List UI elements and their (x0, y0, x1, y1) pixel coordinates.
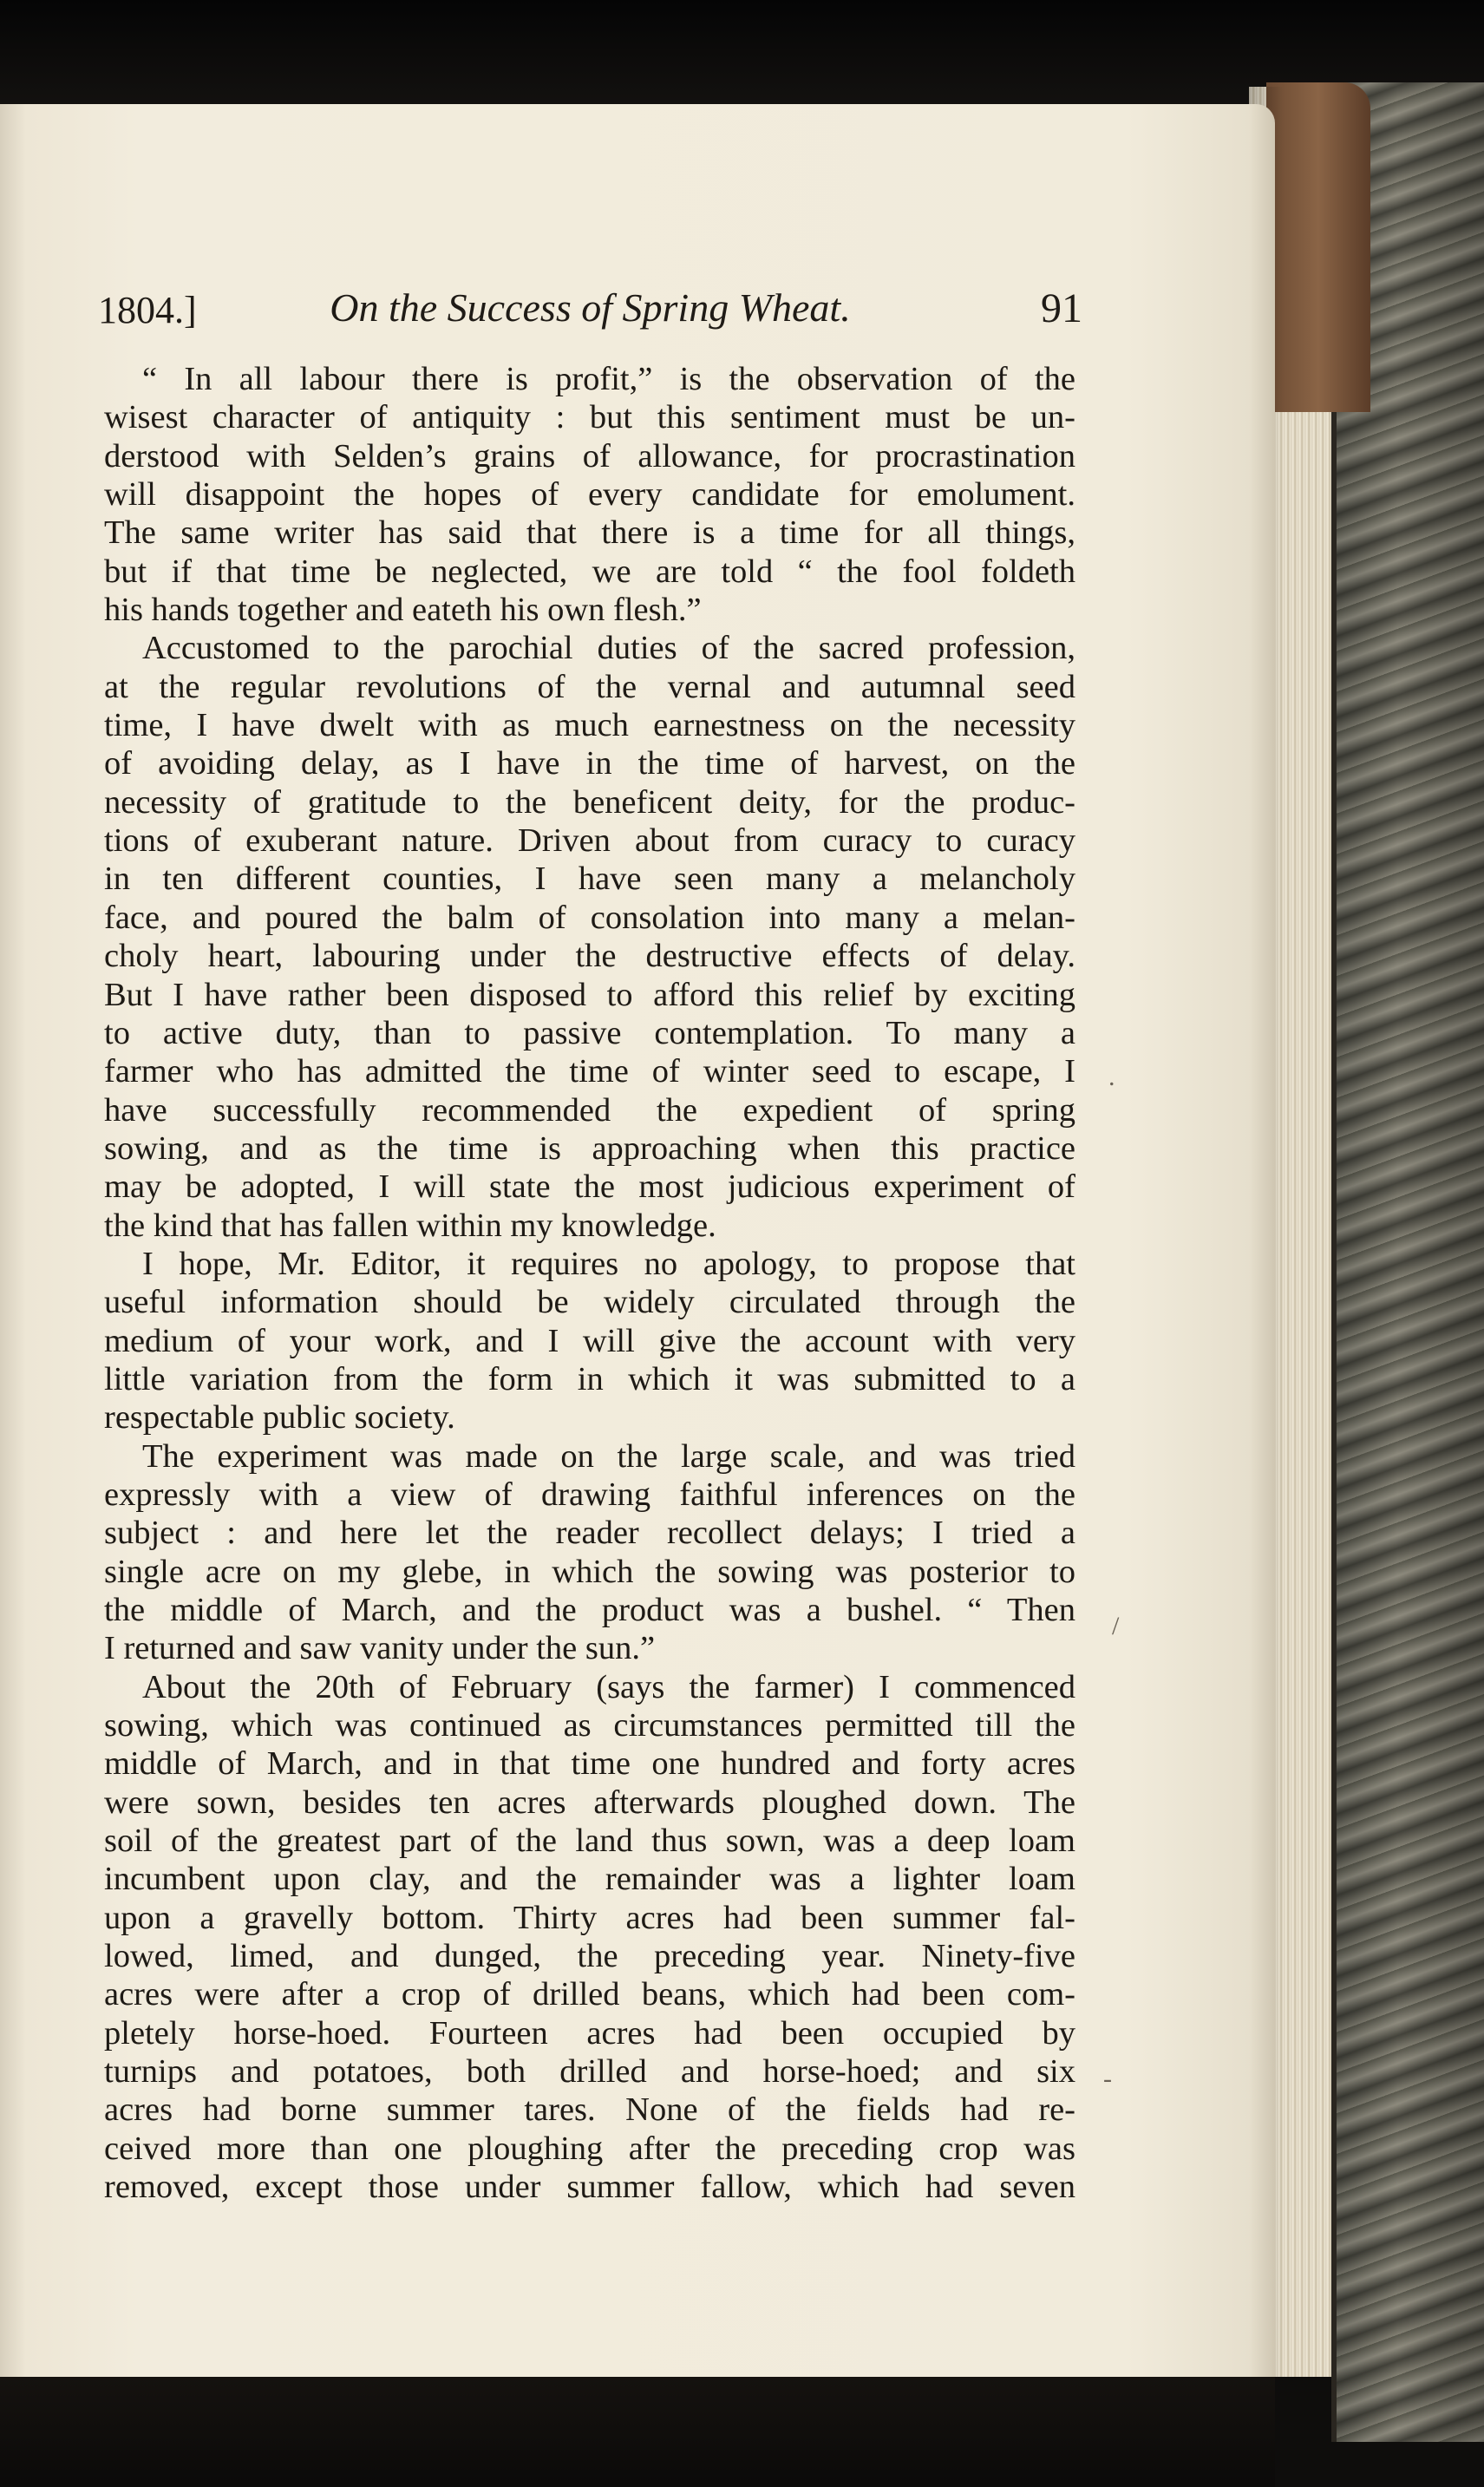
text-line: the kind that has fallen within my knowledge. (104, 1207, 716, 1244)
text-line: useful information should be widely circulated through the (104, 1284, 1075, 1321)
text-line: have successfully recommended the expedient of spring (104, 1091, 1075, 1129)
text-line: ceived more than one ploughing after the preceding crop was (104, 2130, 1075, 2167)
text-line: I hope, Mr. Editor, it requires no apology, to propose that (142, 1245, 1075, 1282)
text-line: “ In all labour there is profit,” is the observation of the (142, 361, 1075, 397)
text-line: single acre on my glebe, in which the sowing was posterior to (104, 1553, 1075, 1590)
text-line: may be adopted, I will state the most judicious experiment of (104, 1168, 1075, 1206)
text-line: of avoiding delay, as I have in the time of harvest, on the (104, 745, 1075, 782)
text-line: necessity of gratitude to the beneficent deity, for the produc- (104, 783, 1075, 821)
text-line: little variation from the form in which it was submitted to a (104, 1360, 1075, 1397)
text-line: turnips and potatoes, both drilled and horse-hoed; and six (104, 2053, 1075, 2091)
text-line: upon a gravelly bottom. Thirty acres had been summer fal- (104, 1899, 1075, 1936)
text-line: derstood with Selden’s grains of allowance, for procrastination (104, 437, 1075, 474)
text-line: middle of March, and in that time one hundred and forty acres (104, 1745, 1075, 1783)
text-line: at the regular revolutions of the vernal and autumnal seed (104, 668, 1075, 705)
text-line: medium of your work, and I will give the account with very (104, 1322, 1075, 1359)
text-line: incumbent upon clay, and the remainder was a lighter loam (104, 1861, 1075, 1898)
text-line: respectable public society. (104, 1399, 455, 1437)
text-line: were sown, besides ten acres afterwards ploughed down. The (104, 1783, 1075, 1821)
text-line: removed, except those under summer fallow, which had seven (104, 2169, 1075, 2206)
text-line: About the 20th of February (says the farmer) I commenced (142, 1668, 1075, 1705)
text-line: tions of exuberant nature. Driven about from curacy to curacy (104, 822, 1075, 860)
text-line: expressly with a view of drawing faithful inferences on the (104, 1476, 1075, 1513)
page-number: 91 (1041, 285, 1082, 331)
text-line: acres were after a crop of drilled beans, which had been com- (104, 1976, 1075, 2013)
text-line: farmer who has admitted the time of winter seed to escape, I (104, 1053, 1075, 1090)
text-line: but if that time be neglected, we are told “ the fool foldeth (104, 553, 1075, 590)
running-head (98, 285, 1082, 340)
text-line: face, and poured the balm of consolation into many a melan- (104, 899, 1075, 936)
text-line: The experiment was made on the large scale, and was tried (142, 1437, 1075, 1475)
margin-mark: / (1112, 1612, 1120, 1640)
running-head-year: 1804.] (98, 289, 197, 331)
text-line: choly heart, labouring under the destructive effects of delay. (104, 938, 1075, 975)
text-line: The same writer has said that there is a time for all things, (104, 514, 1075, 552)
text-line: sowing, which was continued as circumstances permitted till the (104, 1707, 1075, 1744)
text-line: acres had borne summer tares. None of the fields had re- (104, 2091, 1075, 2129)
text-line: his hands together and eateth his own flesh.” (104, 592, 702, 629)
text-line: pletely horse-hoed. Fourteen acres had been occupied by (104, 2014, 1075, 2052)
body-text (104, 360, 1075, 2207)
text-line: I returned and saw vanity under the sun.” (104, 1630, 656, 1667)
running-head-title: On the Success of Spring Wheat. (330, 285, 851, 330)
text-line: soil of the greatest part of the land thus sown, was a deep loam (104, 1823, 1075, 1860)
text-line: But I have rather been disposed to afford this relief by exciting (104, 976, 1075, 1013)
margin-mark: - (1103, 2065, 1112, 2093)
text-line: the middle of March, and the product was a bushel. “ Then (104, 1592, 1075, 1628)
text-line: lowed, limed, and dunged, the preceding year. Ninety-five (104, 1938, 1075, 1975)
margin-mark: . (1108, 1063, 1115, 1091)
background-bottom (0, 2377, 1275, 2487)
text-line: time, I have dwelt with as much earnestness on the necessity (104, 707, 1075, 744)
text-line: to active duty, than to passive contemplation. To many a (104, 1014, 1075, 1051)
text-line: in ten different counties, I have seen many a melancholy (104, 861, 1075, 898)
text-line: subject : and here let the reader recollect delays; I tried a (104, 1515, 1075, 1552)
text-line: Accustomed to the parochial duties of the sacred profession, (142, 630, 1075, 667)
text-line: sowing, and as the time is approaching when this practice (104, 1129, 1075, 1167)
text-line: wisest character of antiquity : but this sentiment must be un- (104, 399, 1075, 436)
book-cover (1331, 82, 1484, 2442)
text-line: will disappoint the hopes of every candidate for emolument. (104, 476, 1075, 514)
